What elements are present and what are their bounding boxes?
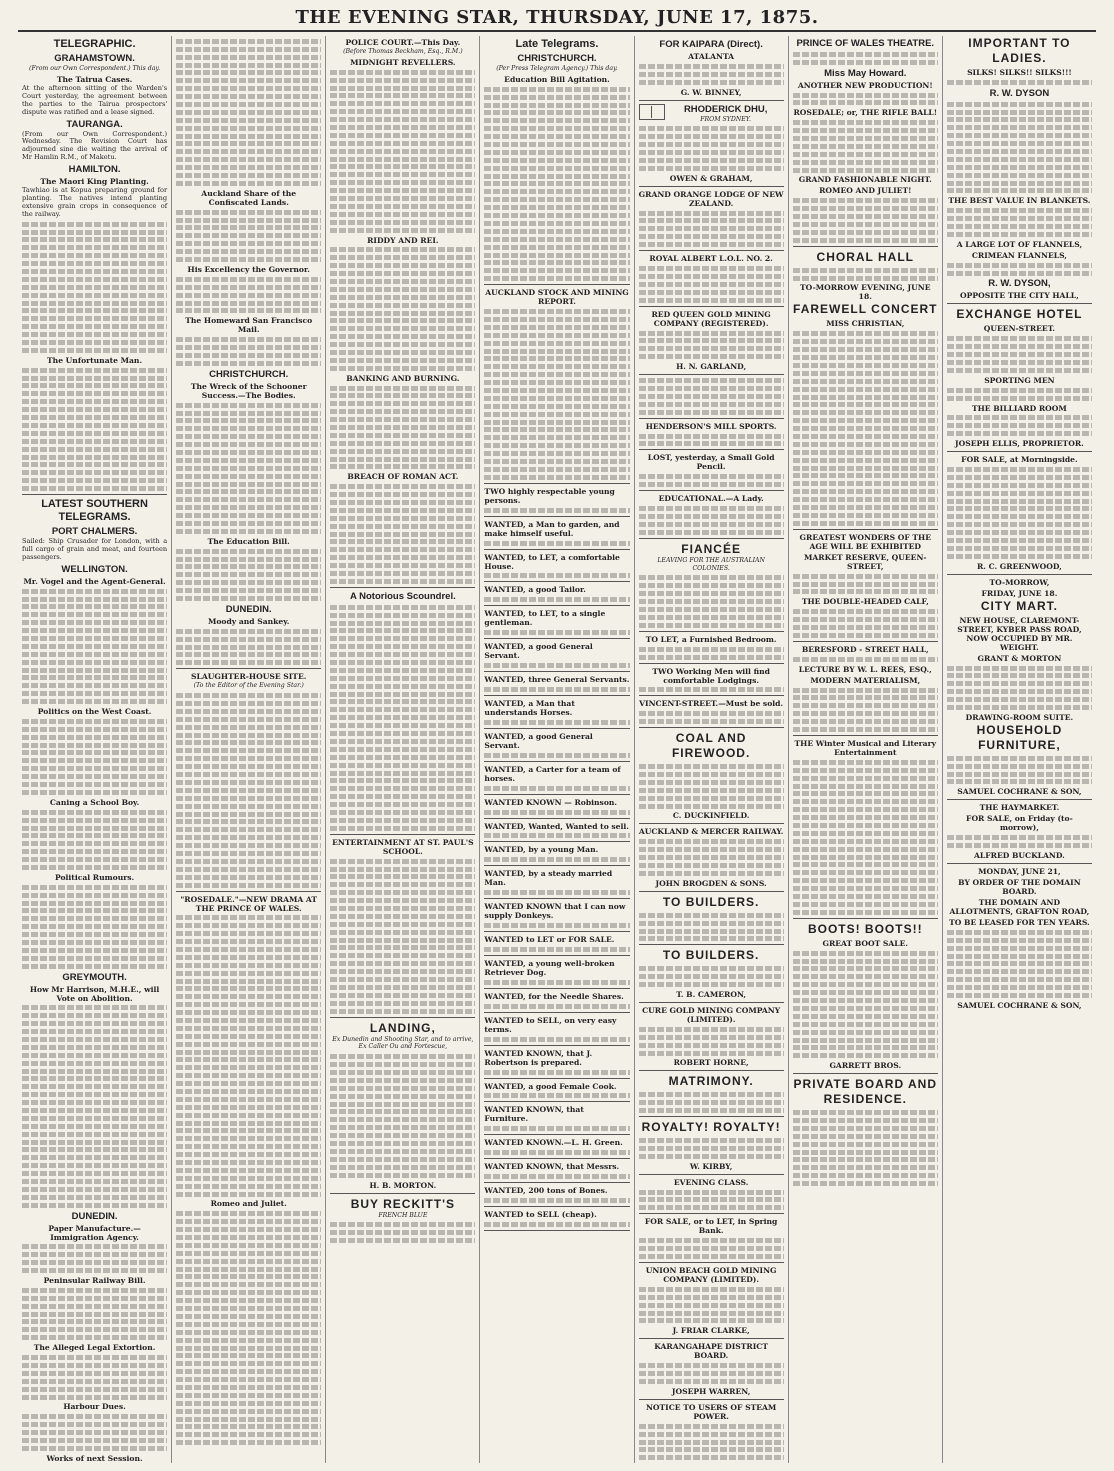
- classified-ad: [484, 765, 629, 791]
- article-heading: Romeo and Juliet.: [210, 1199, 287, 1209]
- article-heading: Works of next Session.: [46, 1453, 143, 1463]
- classified-ad-title: WANTED, a Man to garden, and make himself useful.: [484, 519, 620, 538]
- byline: (Before Thomas Beckham, Esq., R.M.): [343, 48, 463, 55]
- ad-title: RED QUEEN GOLD MINING COMPANY (REGISTERED).: [651, 309, 771, 328]
- advertisement-reckitt: [330, 1197, 475, 1244]
- article-text: (From our Own Correspondent.) Wednesday. The Revision Court has adjourned sine die waiting the arrival of Mr Hamlin R.M., of Maketu.: [22, 129, 168, 162]
- classified-ad-title: WANTED, Wanted, Wanted to sell.: [484, 821, 629, 831]
- column-5: [634, 36, 788, 1463]
- ad-title: FOR SALE, at Morningside.: [961, 455, 1078, 465]
- ad-date: TO-MORROW,: [989, 577, 1050, 587]
- byline: (Per Press Telegram Agency.) This day.: [496, 65, 618, 72]
- ad-signature: OWEN & GRAHAM,: [669, 173, 753, 183]
- article-heading: The Tairua Cases.: [56, 74, 133, 84]
- ad-subtitle: A LARGE LOT OF FLANNELS,: [956, 239, 1083, 249]
- column-3: [325, 36, 479, 1463]
- article-text: At the afternoon sitting of the Warden's Court yesterday, the agreement between the parties to the Tairua prospectors' dispute was ratified and a lease signed.: [22, 83, 168, 116]
- classified-ad: [484, 609, 629, 635]
- classified-ad: [484, 798, 629, 815]
- article-heading: Caning a School Boy.: [49, 797, 140, 807]
- ad-title: NOTICE TO USERS OF STEAM POWER.: [645, 1402, 777, 1421]
- ad-title: LANDING,: [369, 1020, 436, 1035]
- article-heading: MIDNIGHT REVELLERS.: [350, 57, 456, 67]
- ad-title: THE HAYMARKET.: [979, 803, 1060, 813]
- article-heading: The Alleged Legal Extortion.: [33, 1343, 156, 1353]
- ad-title: LOST, yesterday, a Small Gold Pencil.: [647, 453, 775, 472]
- ad-subtitle: THE DOMAIN AND ALLOTMENTS, GRAFTON ROAD,: [949, 898, 1090, 916]
- article-heading: The Maori King Planting.: [40, 177, 149, 187]
- ad-roderick: [639, 104, 784, 183]
- ad-date: MONDAY, JUNE 21,: [978, 867, 1061, 876]
- byline: (To the Editor of the Evening Star.): [193, 682, 304, 690]
- ad-title: VINCENT-STREET.—Must be sold.: [639, 699, 784, 709]
- ad-title: GRAND ORANGE LODGE OF NEW ZEALAND.: [638, 189, 784, 208]
- ad-title: AUCKLAND & MERCER RAILWAY.: [638, 827, 784, 837]
- classified-ad-title: WANTED, a Carter for a team of horses.: [484, 764, 621, 783]
- ad-subtitle: SPORTING MEN: [984, 375, 1055, 385]
- article-heading: The Unfortunate Man.: [47, 355, 143, 365]
- ad-title: CHORAL HALL: [816, 249, 914, 264]
- ad-signature: GRANT & MORTON: [977, 653, 1062, 663]
- ad-title: TO BUILDERS.: [662, 894, 760, 909]
- performer-name: MISS CHRISTIAN,: [826, 319, 905, 329]
- classified-ad-title: WANTED KNOWN, that Furniture.: [484, 1105, 584, 1124]
- ad-signature: SAMUEL COCHRANE & SON,: [957, 1000, 1082, 1010]
- play-title: ROMEO AND JULIET!: [819, 186, 912, 196]
- ad-subtitle: MODERN MATERIALISM,: [810, 675, 921, 685]
- article-heading: SLAUGHTER-HOUSE SITE.: [191, 672, 307, 682]
- article-heading: Moody and Sankey.: [207, 616, 290, 626]
- classified-ad-title: WANTED, a Man that understands Horses.: [484, 699, 575, 717]
- classified-ad-title: WANTED, a young well-broken Retriever Dog.: [484, 959, 615, 978]
- classified-ad: [484, 1162, 629, 1179]
- ad-subtitle: MARKET RESERVE, QUEEN-STREET,: [803, 552, 927, 571]
- classified-ad: [484, 845, 629, 862]
- ship-icon: [639, 104, 665, 120]
- section-heading: TELEGRAPHIC.: [53, 38, 136, 50]
- ad-subtitle: QUEEN-STREET.: [983, 324, 1056, 334]
- ad-title: IMPORTANT TO LADIES.: [968, 36, 1071, 65]
- place-heading: PORT CHALMERS.: [51, 526, 138, 538]
- article-heading: A Notorious Scoundrel.: [349, 590, 456, 602]
- ad-signature: H. B. MORTON.: [369, 1180, 437, 1190]
- ad-subtitle: THE BEST VALUE IN BLANKETS.: [948, 196, 1091, 206]
- ad-title: TO BUILDERS.: [662, 948, 760, 963]
- classified-ad: [484, 642, 629, 668]
- section-heading: Late Telegrams.: [515, 38, 599, 50]
- ad-signature: JOSEPH ELLIS, PROPRIETOR.: [955, 439, 1084, 449]
- article-heading: Paper Manufacture.—Immigration Agency.: [48, 1223, 141, 1242]
- place-heading: TAURANGA.: [66, 118, 123, 130]
- classified-ad: [484, 1138, 629, 1155]
- classified-ad: [484, 520, 629, 546]
- article-heading: BREACH OF ROMAN ACT.: [347, 472, 459, 482]
- ad-date: FRIDAY, JUNE 18.: [981, 588, 1058, 598]
- classified-ad-title: WANTED KNOWN — Robinson.: [484, 797, 618, 807]
- ad-subtitle: FROM SYDNEY.: [700, 115, 752, 123]
- article-heading: Politics on the West Coast.: [37, 707, 152, 717]
- classified-ad-title: WANTED, a good General Servant.: [484, 731, 593, 750]
- classified-ad: [484, 1186, 629, 1203]
- ad-title: FIANCÉE: [681, 541, 741, 556]
- classified-ad-title: WANTED KNOWN, that J. Robertson is prepared.: [484, 1048, 593, 1067]
- classified-ad-title: WANTED, to LET, to a single gentleman.: [484, 609, 606, 628]
- article-heading: Education Bill Agitation.: [504, 74, 610, 84]
- classified-ad: [484, 869, 629, 895]
- classified-ad: [484, 553, 629, 579]
- ad-subtitle: Ex Dunedin and Shooting Star, and to arrive, Ex Caller Ou and Fortescue,: [332, 1035, 474, 1051]
- ad-title: PRINCE OF WALES THEATRE.: [796, 38, 935, 49]
- ad-title: HOUSEHOLD FURNITURE,: [976, 722, 1063, 752]
- ad-signature: C. DUCKINFIELD.: [672, 811, 750, 821]
- page-columns: [18, 36, 1096, 1463]
- place-heading: WELLINGTON.: [61, 563, 128, 575]
- article-heading: Auckland Share of the Confiscated Lands.: [201, 188, 297, 207]
- ad-signature: G. W. BINNEY,: [680, 87, 742, 97]
- ad-title: KARANGAHAPE DISTRICT BOARD.: [654, 1342, 768, 1361]
- column-1: [18, 36, 171, 1463]
- column-7: [942, 36, 1096, 1463]
- ad-subtitle: THE BILLIARD ROOM: [971, 403, 1067, 413]
- ad-subtitle: GRAND FASHIONABLE NIGHT.: [798, 175, 932, 185]
- classified-ad-title: WANTED, a good Tailor.: [484, 585, 586, 595]
- classified-ad: [484, 1049, 629, 1075]
- article-text: Tawhiao is at Kopua preparing ground for planting. The natives intend planting extensive grain crops in consequence of the railway.: [22, 186, 168, 218]
- play-title: ROSEDALE; or, THE RIFLE BALL!: [793, 108, 938, 118]
- ad-subtitle: LECTURE BY W. L. REES, ESQ.,: [798, 664, 932, 674]
- classified-ad: [484, 585, 629, 602]
- ad-signature: SAMUEL COCHRANE & SON,: [957, 787, 1082, 797]
- ad-title: UNION BEACH GOLD MINING COMPANY (LIMITED).: [645, 1265, 777, 1284]
- ad-title: BERESFORD - STREET HALL,: [801, 644, 929, 654]
- place-heading: GRAHAMSTOWN.: [54, 53, 135, 64]
- ad-title: HENDERSON'S MILL SPORTS.: [645, 421, 777, 431]
- ad-title: CITY MART.: [980, 598, 1058, 613]
- article-text: Sailed: Ship Crusader for London, with a full cargo of grain and meat, and fourteen passengers.: [22, 537, 168, 561]
- byline: (From our Own Correspondent.) This day.: [29, 65, 161, 72]
- place-heading: CHRISTCHURCH.: [517, 53, 597, 64]
- ad-subtitle: LEAVING FOR THE AUSTRALIAN COLONIES.: [657, 556, 765, 572]
- place-heading: CHRISTCHURCH.: [209, 368, 289, 380]
- place-heading: DUNEDIN.: [225, 603, 272, 615]
- ad-title: TO LET, a Furnished Bedroom.: [645, 634, 777, 644]
- classified-ad-title: WANTED to LET or FOR SALE.: [484, 935, 615, 945]
- ad-signature: H. N. GARLAND,: [676, 362, 747, 372]
- ad-signature: J. FRIAR CLARKE,: [672, 1326, 750, 1336]
- classified-ad-title: WANTED to SELL (cheap).: [484, 1210, 597, 1220]
- place-heading: GREYMOUTH.: [62, 971, 127, 983]
- ad-title: EVENING CLASS.: [673, 1177, 749, 1187]
- ad-title: CURE GOLD MINING COMPANY (LIMITED).: [642, 1005, 781, 1024]
- article-heading: ENTERTAINMENT AT ST. PAUL'S SCHOOL.: [332, 837, 474, 856]
- ad-subtitle: FOR SALE, on Friday (to-morrow),: [966, 814, 1073, 833]
- ad-title: MATRIMONY.: [668, 1074, 754, 1089]
- ad-title: PRIVATE BOARD AND RESIDENCE.: [793, 1077, 937, 1107]
- ad-title: BOOTS! BOOTS!!: [807, 921, 923, 936]
- place-heading: HAMILTON.: [68, 164, 121, 176]
- article-heading: RIDDY AND REI.: [367, 235, 439, 245]
- ad-subtitle: TO BE LEASED FOR TEN YEARS.: [949, 918, 1090, 927]
- ship-name: ATALANTA: [688, 52, 735, 61]
- classified-ad: [484, 675, 629, 692]
- ad-subtitle: DRAWING-ROOM SUITE.: [965, 712, 1074, 722]
- ad-subtitle: OPPOSITE THE CITY HALL,: [960, 291, 1079, 301]
- ad-subtitle: ANOTHER NEW PRODUCTION!: [797, 80, 933, 90]
- ad-subtitle: FRENCH BLUE: [378, 1211, 428, 1219]
- classified-ad-title: WANTED KNOWN.—L. H. Green.: [484, 1138, 623, 1148]
- classified-ad: [484, 1210, 629, 1227]
- classified-ad-title: WANTED KNOWN that I can now supply Donkeys.: [484, 902, 626, 921]
- ad-signature: T. B. CAMERON,: [676, 989, 747, 999]
- classified-ad: [484, 822, 629, 839]
- article-heading: Political Rumours.: [54, 872, 135, 882]
- classified-ad: [484, 935, 629, 952]
- article-heading: Mr. Vogel and the Agent-General.: [23, 576, 166, 586]
- ad-signature: ROBERT HORNE,: [673, 1058, 749, 1068]
- article-heading: The Homeward San Francisco Mail.: [185, 316, 313, 335]
- ad-signature: R. C. GREENWOOD,: [977, 561, 1062, 571]
- section-heading: LATEST SOUTHERN TELEGRAMS.: [41, 498, 148, 524]
- ad-subtitle: THE DOUBLE-HEADED CALF,: [801, 597, 929, 607]
- article-heading: POLICE COURT.—This Day.: [345, 38, 461, 47]
- article-heading: Harbour Dues.: [63, 1402, 126, 1412]
- classified-ad-title: WANTED, 200 tons of Bones.: [484, 1186, 608, 1196]
- ad-title: ROYAL ALBERT L.O.L. NO. 2.: [649, 254, 773, 264]
- ad-title: TWO Working Men will find comfortable Lodgings.: [652, 666, 770, 685]
- ad-signature: ALFRED BUCKLAND.: [974, 851, 1065, 860]
- ad-subtitle: NEW HOUSE, CLAREMONT-STREET, KYBER PASS ROAD, NOW OCCUPIED BY MR. WEIGHT.: [957, 615, 1082, 652]
- classified-ads: [484, 487, 629, 1231]
- classified-ad-title: WANTED, a good Female Cook.: [484, 1081, 617, 1091]
- classified-ad: [484, 699, 629, 725]
- article-heading: His Excellency the Governor.: [187, 264, 310, 274]
- ad-title: GREATEST WONDERS OF THE AGE WILL BE EXHIBITED: [799, 532, 931, 551]
- article-heading: BANKING AND BURNING.: [346, 373, 460, 383]
- classified-ad-title: WANTED, by a steady married Man.: [484, 869, 613, 888]
- classified-ad-title: WANTED to SELL, on very easy terms.: [484, 1015, 617, 1034]
- classified-ad-title: WANTED, to LET, a comfortable House.: [484, 552, 620, 571]
- ad-title: EDUCATIONAL.—A Lady.: [658, 494, 764, 504]
- ad-signature: JOSEPH WARREN,: [671, 1386, 751, 1396]
- column-2: [171, 36, 325, 1463]
- article-heading: "ROSEDALE."—NEW DRAMA AT THE PRINCE OF WALES.: [180, 894, 318, 913]
- classified-ad: [484, 1105, 629, 1131]
- ad-title: COAL AND FIREWOOD.: [671, 731, 751, 761]
- classified-ad: [484, 487, 629, 513]
- ad-title: FOR KAIPARA (Direct).: [659, 39, 763, 50]
- article-heading: Peninsular Railway Bill.: [43, 1276, 146, 1286]
- ad-title: BUY RECKITT'S: [350, 1196, 455, 1211]
- place-heading: DUNEDIN.: [71, 1210, 118, 1222]
- classified-ad: [484, 1082, 629, 1099]
- article-heading: The Education Bill.: [207, 536, 290, 546]
- ad-title: ROYALTY! ROYALTY!: [641, 1120, 781, 1135]
- classified-ad-title: WANTED KNOWN, that Messrs.: [484, 1162, 620, 1172]
- ad-date: TO-MORROW EVENING, JUNE 18.: [800, 283, 931, 302]
- classified-ad-title: TWO highly respectable young persons.: [484, 486, 615, 505]
- classified-ad: [484, 992, 629, 1009]
- classified-ad: [484, 902, 629, 928]
- ad-kaipara: [639, 39, 784, 97]
- ad-signature: GARRETT BROS.: [829, 1061, 902, 1071]
- ad-title: THE Winter Musical and Literary Entertainment: [794, 739, 937, 757]
- ad-subtitle: SILKS! SILKS!! SILKS!!!: [967, 68, 1072, 77]
- column-6: [788, 36, 942, 1463]
- article-heading: The Wreck of the Schooner Success.—The Bodies.: [190, 381, 307, 400]
- article-heading: AUCKLAND STOCK AND MINING REPORT.: [485, 288, 629, 307]
- ad-signature: W. KIRBY,: [689, 1161, 733, 1171]
- ad-subtitle: CRIMEAN FLANNELS,: [971, 250, 1067, 260]
- article-heading: How Mr Harrison, M.H.E., will Vote on Abolition.: [29, 984, 160, 1003]
- classified-ad: [484, 959, 629, 985]
- classified-ad-title: WANTED, three General Servants.: [484, 675, 630, 685]
- masthead: THE EVENING STAR, THURSDAY, JUNE 17, 1875.: [18, 6, 1096, 32]
- classified-ad-title: WANTED, a good General Servant.: [484, 642, 593, 661]
- ad-title: EXCHANGE HOTEL: [956, 307, 1083, 322]
- classified-ad-title: WANTED, by a young Man.: [484, 845, 599, 855]
- performer-name: Miss May Howard.: [824, 67, 907, 79]
- ad-title: FOR SALE, or to LET, in Spring Bank.: [644, 1217, 778, 1236]
- classified-ad: [484, 1016, 629, 1042]
- classified-ad-title: WANTED, for the Needle Shares.: [484, 991, 624, 1001]
- advertisement-landing: [330, 1021, 475, 1190]
- ad-signature: R. W. DYSON,: [988, 278, 1051, 290]
- ad-title: FAREWELL CONCERT: [793, 302, 938, 317]
- ad-subtitle: GREAT BOOT SALE.: [822, 938, 909, 948]
- column-4: [479, 36, 633, 1463]
- ad-subtitle: BY ORDER OF THE DOMAIN BOARD.: [958, 878, 1081, 896]
- classified-ad: [484, 732, 629, 758]
- ad-title: RHODERICK DHU,: [683, 103, 768, 115]
- ad-signature: JOHN BROGDEN & SONS.: [655, 878, 767, 888]
- ad-signature: R. W. DYSON: [989, 87, 1050, 99]
